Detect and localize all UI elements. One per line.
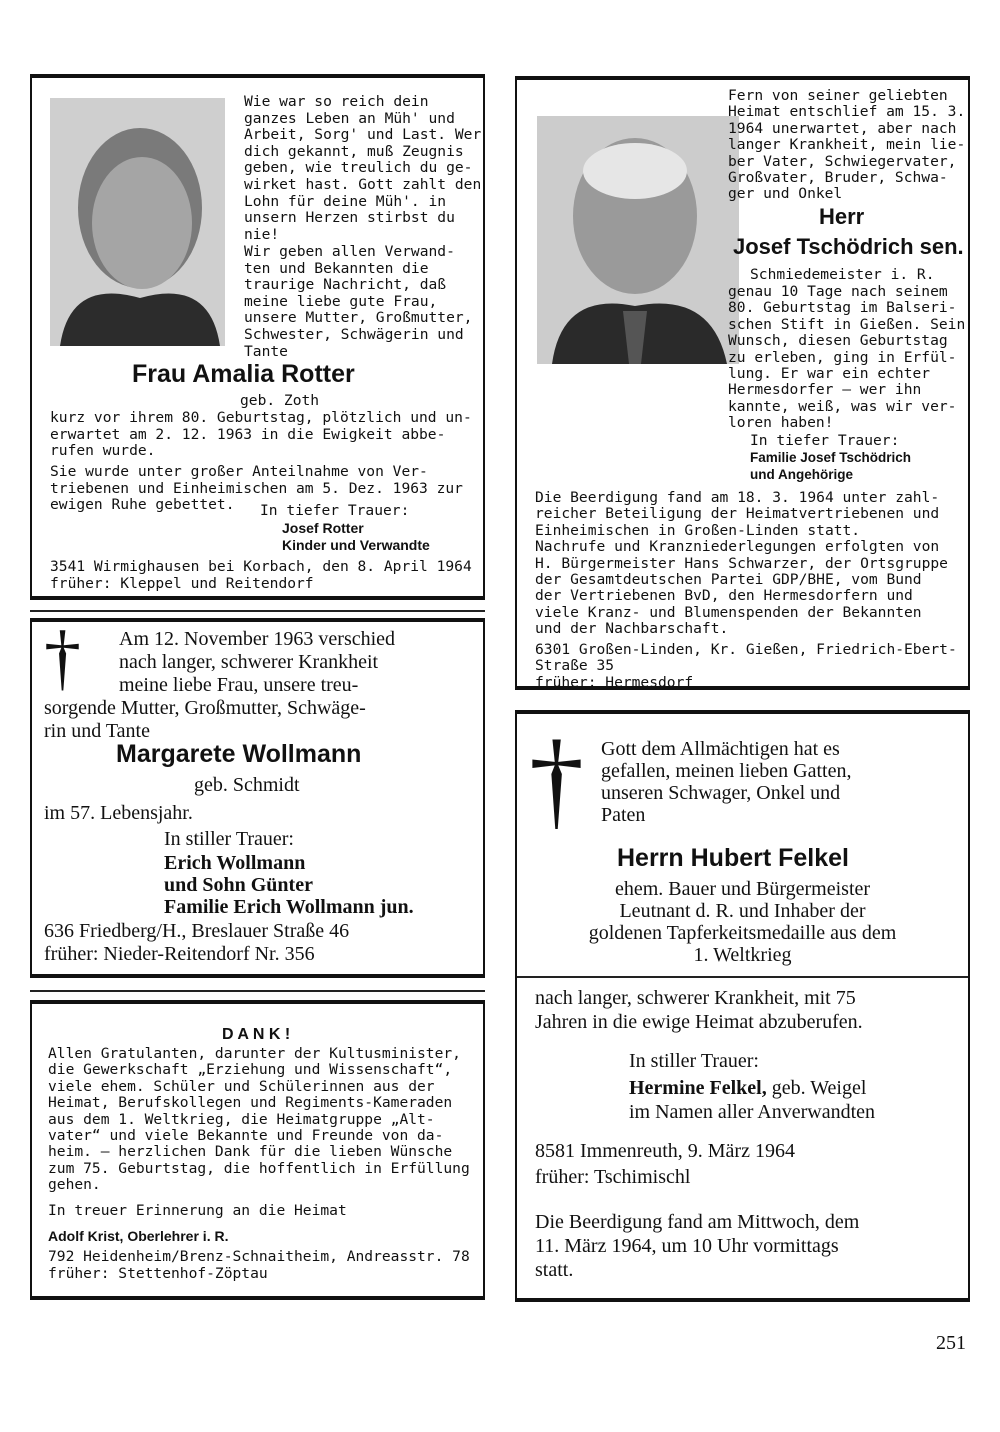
former-home: früher: Stettenhof-Zöptau [48, 1265, 268, 1282]
mourner: Kinder und Verwandte [282, 537, 430, 553]
thanks-text [48, 1046, 470, 1194]
notice-tschoedrich [515, 76, 970, 690]
text-line: loren haben! [728, 414, 834, 432]
text-line: aus dem 1. Weltkrieg, die Heimatgruppe „Alt- [48, 1110, 435, 1128]
portrait-photo-tschoedrich [537, 116, 739, 364]
mourners [164, 852, 414, 918]
poem-line: nie! [244, 225, 280, 243]
mourner: Josef Rotter [282, 520, 364, 536]
death-line: Jahren in die ewige Heimat abzuberufen. [535, 1011, 863, 1033]
profession: Schmiedemeister i. R. [750, 266, 935, 283]
intro-line: Am 12. November 1963 verschied [119, 628, 396, 650]
poem-line: ganzes Leben an Müh' und [244, 109, 455, 127]
notice-line: Schwester, Schwägerin und [244, 325, 464, 343]
intro-line: gefallen, meinen lieben Gatten, [601, 760, 852, 782]
mourning-label: In tiefer Trauer: [750, 432, 900, 449]
notice-rotter [30, 74, 485, 600]
notice-line: traurige Nachricht, daß [244, 276, 447, 294]
burial-line: Nachrufe und Kranzniederlegungen erfolgten von [535, 538, 940, 556]
burial-text [535, 490, 948, 638]
notice-text [244, 244, 474, 360]
intro-line: Gott dem Allmächtigen hat es [601, 738, 840, 760]
text-line: gehen. [48, 1176, 101, 1194]
intro-line: unseren Schwager, Onkel und [601, 782, 841, 804]
burial-line: reicher Beteiligung der Heimatvertriebenen und [535, 505, 940, 523]
intro-line: rin und Tante [44, 720, 150, 742]
intro-line: ger und Onkel [728, 185, 843, 203]
poem-line: Arbeit, Sorg' und Last. Wer [244, 126, 482, 144]
page-number: 251 [936, 1332, 966, 1354]
address [535, 642, 957, 691]
notice-line: Wir geben allen Verwand- [244, 243, 455, 260]
death-text [50, 410, 472, 460]
notice-line: Tante [244, 342, 288, 360]
text-line: viele ehem. Schüler und Schülerinnen aus der [48, 1077, 435, 1095]
deceased-name: Frau Amalia Rotter [132, 360, 355, 388]
burial-line: Die Beerdigung fand am 18. 3. 1964 unter zahl- [535, 489, 940, 506]
mourning-label: In stiller Trauer: [629, 1050, 759, 1072]
text-line: Wunsch, diesen Geburtstag [728, 332, 948, 350]
birth-name: geb. Schmidt [194, 774, 300, 796]
intro-text [601, 738, 851, 826]
address: 636 Friedberg/H., Breslauer Straße 46 [44, 920, 350, 942]
title-line: Leutnant d. R. und Inhaber der [619, 900, 866, 922]
mourner [629, 1076, 875, 1124]
burial-text [535, 1210, 859, 1282]
text-line: schen Stift in Gießen. Sein [728, 315, 966, 333]
intro-line: nach langer, schwerer Krankheit [119, 651, 379, 673]
mourning-label: In stiller Trauer: [164, 828, 294, 850]
mourner-name: Hermine Felkel, [629, 1077, 767, 1099]
text-line: Allen Gratulanten, darunter der Kultusminister, [48, 1045, 461, 1062]
death-line: rufen wurde. [50, 442, 156, 460]
text-line: 80. Geburtstag im Balseri- [728, 299, 957, 317]
notice-line: meine liebe gute Frau, [244, 292, 438, 310]
former-home: früher: Tschimischl [535, 1166, 691, 1188]
address: 792 Heidenheim/Brenz-Schnaitheim, Andreasstr. 78 [48, 1248, 470, 1265]
poem-line: unsern Herzen stirbst du [244, 209, 455, 227]
burial-line: Die Beerdigung fand am Mittwoch, dem [535, 1211, 860, 1233]
text-line: kannte, weiß, was wir ver- [728, 397, 957, 415]
intro-text [728, 88, 968, 203]
address: 3541 Wirmighausen bei Korbach, den 8. April 1964 [50, 558, 472, 575]
mourner: Familie Josef Tschödrich [750, 450, 912, 465]
mourning-label: In tiefer Trauer: [260, 502, 410, 519]
burial-line: triebenen und Einheimischen am 5. Dez. 1963 zur [50, 479, 463, 497]
poem [244, 93, 482, 243]
text-line: heim. — herzlichen Dank für die lieben Wünsche [48, 1143, 453, 1161]
address-line: Straße 35 [535, 657, 615, 675]
intro-line: Großvater, Bruder, Schwa- [728, 169, 948, 187]
text-line: genau 10 Tage nach seinem [728, 283, 948, 300]
burial-line: statt. [535, 1259, 574, 1281]
intro-line: Heimat entschlief am 15. 3. [728, 103, 966, 121]
former-home: früher: Nieder-Reitendorf Nr. 356 [44, 943, 315, 965]
notice-line: ten und Bekannten die [244, 259, 429, 277]
poem-line: wirket hast. Gott zahlt den [244, 175, 482, 193]
burial-line: der Gesamtdeutschen Partei GDP/BHE, vom Bund [535, 571, 922, 589]
mourner: Familie Erich Wollmann jun. [164, 896, 414, 918]
title-line: goldenen Tapferkeitsmedaille aus dem [588, 922, 897, 944]
poem-line: Wie war so reich dein [244, 93, 429, 110]
poem-line: dich gekannt, muß Zeugnis [244, 142, 464, 160]
divider [517, 976, 968, 978]
mourner: Erich Wollmann [164, 852, 306, 874]
poem-line: Lohn für deine Müh'. in [244, 192, 447, 210]
former-home: früher: Kleppel und Reitendorf [50, 575, 314, 592]
text-line: zu erleben, ging in Erfül- [728, 348, 957, 366]
burial-line: H. Bürgermeister Hans Schwarzer, der Ortsgruppe [535, 554, 948, 572]
text-line: vater“ und viele Bekannte und Freunde von da- [48, 1127, 444, 1145]
divider [30, 990, 485, 992]
text-line: lung. Er war ein echter [728, 365, 931, 383]
intro-line: langer Krankheit, mein lie- [728, 136, 966, 154]
mourner-line: im Namen aller Anverwandten [629, 1101, 876, 1123]
intro-line: Fern von seiner geliebten [728, 87, 948, 104]
death-text [535, 986, 863, 1034]
intro-line: meine liebe Frau, unsere treu- [119, 674, 359, 696]
mourner-line [629, 1076, 875, 1100]
death-line: erwartet am 2. 12. 1963 in die Ewigkeit abbe- [50, 425, 446, 443]
divider [30, 610, 485, 612]
notice-wollmann [30, 618, 485, 978]
death-text [728, 284, 965, 432]
burial-line: der Vertriebenen BvD, den Hermesdorfern und [535, 587, 913, 605]
notice-line: unsere Mutter, Großmutter, [244, 309, 473, 327]
death-line: kurz vor ihrem 80. Geburtstag, plötzlich und un- [50, 409, 472, 426]
deceased-name: Margarete Wollmann [116, 740, 362, 768]
notice-dank [30, 1000, 485, 1300]
closing: In treuer Erinnerung an die Heimat [48, 1202, 347, 1219]
title-line: 1. Weltkrieg [693, 944, 792, 966]
titles [517, 878, 968, 966]
deceased-name: Josef Tschödrich sen. [733, 234, 964, 259]
cross-icon: † [44, 617, 81, 699]
deceased-name: Herrn Hubert Felkel [617, 844, 850, 872]
former-home: früher: Hermesdorf [535, 673, 694, 691]
burial-line: ewigen Ruhe gebettet. [50, 496, 235, 514]
text-line: die Gewerkschaft „Erziehung und Wissenschaft“, [48, 1061, 453, 1079]
burial-line: 11. März 1964, um 10 Uhr vormittags [535, 1235, 839, 1257]
address-line: 6301 Großen-Linden, Kr. Gießen, Friedrich-Ebert- [535, 641, 957, 658]
deceased-title: Herr [819, 204, 865, 229]
poem-line: geben, wie treulich du ge- [244, 159, 473, 177]
intro-line: ber Vater, Schwiegervater, [728, 152, 957, 170]
signature: Adolf Krist, Oberlehrer i. R. [48, 1228, 229, 1244]
burial-line: und der Nachbarschaft. [535, 620, 729, 638]
birth-name: geb. Zoth [240, 392, 320, 409]
mourner-birth-name: geb. Weigel [766, 1077, 867, 1099]
address: 8581 Immenreuth, 9. März 1964 [535, 1140, 795, 1162]
cross-icon: † [529, 718, 584, 840]
notice-felkel [515, 710, 970, 1302]
text-line: zum 75. Geburtstag, die hoffentlich in Erfüllung [48, 1159, 470, 1177]
intro-line: 1964 unerwartet, aber nach [728, 119, 957, 137]
mourner: und Sohn Günter [164, 874, 313, 896]
text-line: Hermesdorfer — wer ihn [728, 381, 922, 399]
burial-line: Einheimischen in Großen-Linden statt. [535, 521, 861, 539]
text-line: Heimat, Berufskollegen und Regiments-Kameraden [48, 1094, 453, 1112]
portrait-photo-rotter [50, 98, 225, 346]
title-line: ehem. Bauer und Bürgermeister [614, 878, 871, 900]
intro-line: Paten [601, 804, 646, 826]
intro-line: sorgende Mutter, Großmutter, Schwäge- [44, 697, 366, 719]
burial-line: Sie wurde unter großer Anteilnahme von Ver- [50, 463, 428, 480]
mourner: und Angehörige [750, 467, 853, 482]
age: im 57. Lebensjahr. [44, 802, 193, 824]
burial-line: viele Kranz- und Blumenspenden der Bekannten [535, 603, 922, 621]
death-line: nach langer, schwerer Krankheit, mit 75 [535, 987, 856, 1009]
heading: D A N K ! [222, 1026, 291, 1043]
intro-text [44, 628, 474, 743]
